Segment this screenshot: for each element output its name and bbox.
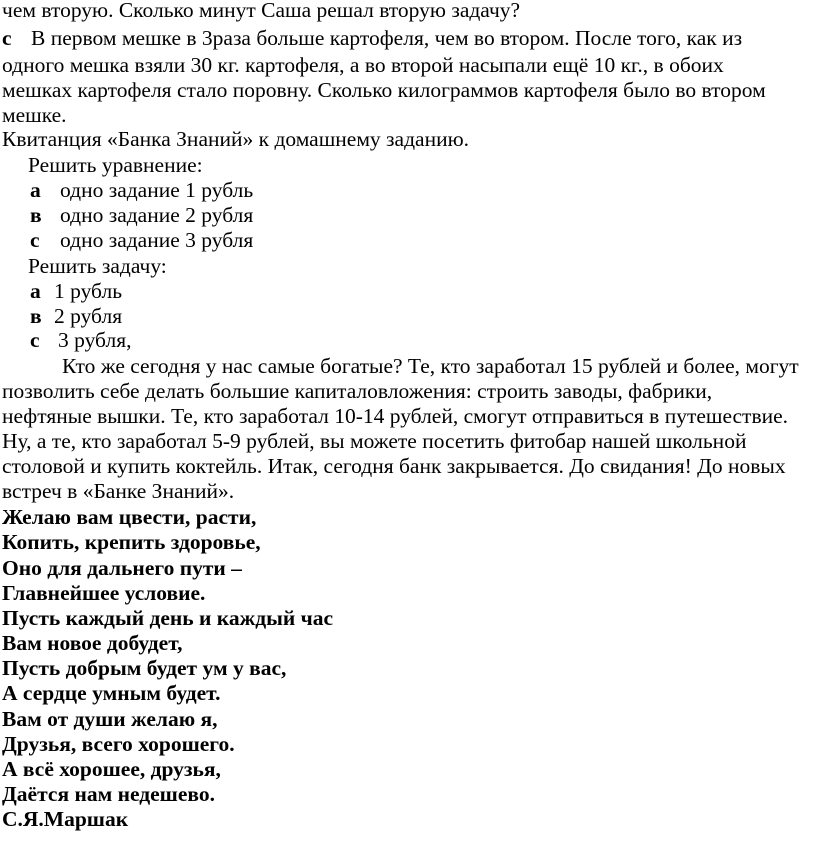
poem-line: Друзья, всего хорошего. xyxy=(2,732,235,756)
poem-line: Копить, крепить здоровье, xyxy=(2,530,261,554)
list-item-text: 2 рубля xyxy=(54,304,123,328)
text-line: Кто же сегодня у нас самые богатые? Те, кто заработал 15 рублей и более, могут xyxy=(62,354,799,378)
poem-line: Желаю вам цвести, расти, xyxy=(2,505,257,529)
problem-heading: Решить задачу: xyxy=(28,254,167,278)
list-marker: с xyxy=(30,328,40,352)
poem-line: Пусть добрым будет ум у вас, xyxy=(2,656,287,680)
list-marker: в xyxy=(30,304,42,328)
list-item xyxy=(30,303,122,329)
text-line: В первом мешке в 3раза больше картофеля, чем во втором. После того, как из xyxy=(31,26,743,50)
text-line: мешке. xyxy=(2,103,67,127)
text-line: столовой и купить коктейль. Итак, сегодня банк закрывается. До свидания! До новых xyxy=(2,454,786,478)
list-item xyxy=(30,202,253,228)
task-marker: с xyxy=(2,26,12,50)
task-c-line xyxy=(2,25,742,51)
list-item xyxy=(30,327,131,353)
text-line: Ну, а те, кто заработал 5-9 рублей, вы можете посетить фитобар нашей школьной xyxy=(2,429,747,453)
poem-line: Пусть каждый день и каждый час xyxy=(2,606,334,630)
list-item-text: 3 рубля, xyxy=(58,328,132,352)
list-marker: в xyxy=(30,203,42,227)
receipt-title: Квитанция «Банка Знаний» к домашнему заданию. xyxy=(2,127,470,151)
list-item-text: 1 рубль xyxy=(54,279,122,303)
text-line: чем вторую. Сколько минут Саша решал вторую задачу? xyxy=(2,0,521,22)
list-item-text: одно задание 3 рубля xyxy=(60,228,254,252)
poem-line: А сердце умным будет. xyxy=(2,681,221,705)
text-line: одного мешка взяли 30 кг. картофеля, а во второй насыпали ещё 10 кг., в обоих xyxy=(2,53,724,77)
text-line: нефтяные вышки. Те, кто заработал 10-14 рублей, смогут отправиться в путешествие. xyxy=(2,404,789,428)
poem-line: Вам новое добудет, xyxy=(2,631,183,655)
list-item xyxy=(30,278,122,304)
list-item-text: одно задание 1 рубль xyxy=(60,178,254,202)
poem-line: Вам от души желаю я, xyxy=(2,707,218,731)
poem-line: Даётся нам недешево. xyxy=(2,782,215,806)
equation-heading: Решить уравнение: xyxy=(28,153,203,177)
list-marker: а xyxy=(30,178,41,202)
poem-author: С.Я.Маршак xyxy=(2,807,129,831)
text-line: мешках картофеля стало поровну. Сколько килограммов картофеля было во втором xyxy=(2,78,766,102)
list-marker: а xyxy=(30,279,41,303)
list-marker: с xyxy=(30,228,40,252)
list-item-text: одно задание 2 рубля xyxy=(60,203,254,227)
poem-line: Оно для дальнего пути – xyxy=(2,556,242,580)
list-item xyxy=(30,227,253,253)
poem-line: Главнейшее условие. xyxy=(2,581,206,605)
poem-line: А всё хорошее, друзья, xyxy=(2,757,221,781)
text-line: позволить себе делать большие капиталовложения: строить заводы, фабрики, xyxy=(2,379,713,403)
text-line: встреч в «Банке Знаний». xyxy=(2,479,235,503)
list-item xyxy=(30,177,253,203)
